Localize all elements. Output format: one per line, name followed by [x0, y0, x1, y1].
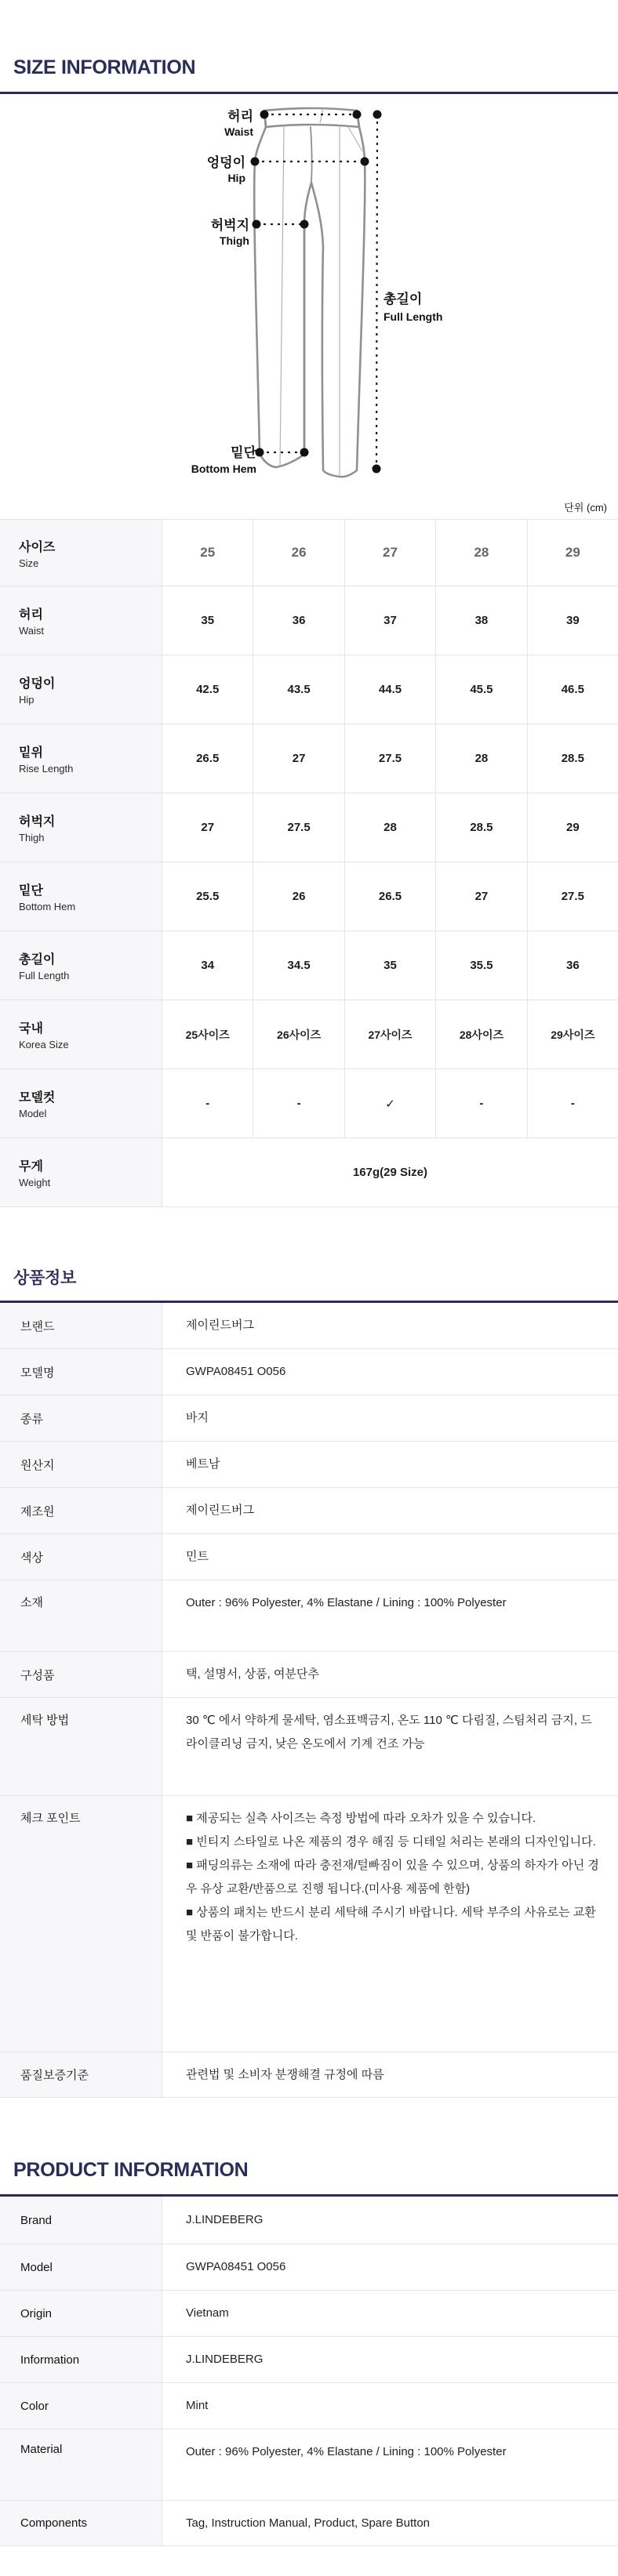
- check-point-item: ■ 빈티지 스타일로 나온 제품의 경우 해짐 등 디테일 처리는 본래의 디자인입니다.: [186, 1835, 596, 1849]
- check-point-item: ■ 제공되는 실측 사이즈는 측정 방법에 따라 오차가 있을 수 있습니다.: [186, 1812, 536, 1825]
- row-label-en: Korea Size: [19, 1039, 69, 1050]
- hip-label-en: Hip: [227, 172, 245, 184]
- row-label: [0, 793, 162, 862]
- row-label: 제조원: [0, 1488, 162, 1533]
- row-label-en: Bottom Hem: [19, 901, 76, 912]
- row-label: [0, 1138, 162, 1206]
- table-row-color: [0, 1534, 618, 1580]
- row-label: Model: [0, 2244, 162, 2290]
- cell-value: 25.5: [162, 862, 253, 931]
- thigh-label-ko: 허벅지: [210, 218, 249, 233]
- row-label-en: Full Length: [19, 970, 70, 981]
- full-length-label-en: Full Length: [384, 310, 443, 323]
- bottom-hem-label-en: Bottom Hem: [191, 463, 256, 475]
- row-label-ko: 밑위: [19, 746, 43, 760]
- cell-value: 35: [162, 586, 253, 655]
- check-points-list: [162, 1796, 618, 2052]
- check-point-item: ■ 상품의 패치는 반드시 분리 세탁해 주시기 바랍니다. 세탁 부주의 사유로는 교환 및 반품이 불가합니다.: [186, 1906, 596, 1943]
- unit-label: 단위 (cm): [564, 502, 607, 513]
- size-table: [0, 519, 618, 1207]
- row-label: [0, 655, 162, 724]
- row-value: Outer : 96% Polyester, 4% Elastane / Lining : 100% Polyester: [186, 1596, 507, 1609]
- row-label: 색상: [0, 1534, 162, 1580]
- row-label-ko: 무게: [19, 1160, 43, 1174]
- table-row-waist: [0, 586, 618, 655]
- row-label: Information: [0, 2337, 162, 2382]
- row-label: Color: [0, 2383, 162, 2429]
- row-label-en: Hip: [19, 694, 35, 706]
- cell-value: 45.5: [436, 655, 527, 724]
- table-row-model: [0, 1349, 618, 1395]
- cell-value: 28.5: [436, 793, 527, 862]
- cell-value: 46.5: [561, 683, 584, 696]
- table-row-weight: [0, 1138, 618, 1207]
- row-value: Outer : 96% Polyester, 4% Elastane / Lining : 100% Polyester: [186, 2445, 507, 2458]
- row-label: 구성품: [0, 1652, 162, 1697]
- table-row-korea-size: [0, 1000, 618, 1069]
- cell-value: 34.5: [253, 931, 344, 1000]
- row-value: GWPA08451 O056: [186, 2260, 286, 2273]
- full-length-label-ko: 총길이: [384, 292, 423, 307]
- table-row-hip: [0, 655, 618, 724]
- table-row-model-cut: [0, 1069, 618, 1138]
- table-row-thigh: [0, 793, 618, 862]
- cell-value: 27.5: [253, 793, 344, 862]
- size-col-header: 25: [162, 520, 253, 586]
- row-label: 종류: [0, 1395, 162, 1441]
- table-row-warranty: [0, 2052, 618, 2098]
- table-row-check-points: [0, 1796, 618, 2052]
- row-value: Mint: [186, 2399, 209, 2412]
- cell-value: 27사이즈: [345, 1000, 436, 1068]
- row-label-en: Weight: [19, 1177, 51, 1188]
- cell-value: 35.5: [436, 931, 527, 1000]
- size-col-header: 29: [565, 545, 580, 560]
- cell-value: 26: [253, 862, 344, 931]
- waist-label-en: Waist: [224, 125, 253, 138]
- cell-value: 27.5: [345, 724, 436, 793]
- row-label: [0, 586, 162, 655]
- table-row-brand: [0, 2197, 618, 2244]
- row-value: Vietnam: [186, 2306, 229, 2320]
- cell-value: 28: [436, 724, 527, 793]
- row-label-ko: 국내: [19, 1022, 43, 1036]
- waist-label-ko: 허리: [227, 109, 253, 124]
- product-info-ko-table: [0, 1303, 618, 2098]
- row-value: 제이린드버그: [186, 1319, 254, 1332]
- product-info-ko-title: 상품정보: [13, 1269, 76, 1287]
- cell-value: 27: [253, 724, 344, 793]
- cell-value: -: [253, 1069, 344, 1137]
- table-row-manufacturer: [0, 1488, 618, 1534]
- row-value: 제이린드버그: [186, 1504, 254, 1517]
- row-label: Material: [0, 2429, 162, 2500]
- cell-value: -: [162, 1069, 253, 1137]
- cell-value: 28사이즈: [436, 1000, 527, 1068]
- row-value: GWPA08451 O056: [186, 1365, 286, 1378]
- table-row-information: [0, 2337, 618, 2383]
- pants-creases: [280, 108, 362, 475]
- row-label: [0, 724, 162, 793]
- cell-value: 28: [345, 793, 436, 862]
- row-label: Brand: [0, 2197, 162, 2244]
- table-row-full-length: [0, 931, 618, 1000]
- cell-value: 35: [345, 931, 436, 1000]
- row-value: 30 ℃ 에서 약하게 물세탁, 염소표백금지, 온도 110 ℃ 다림질, 스팀처리 금지, 드라이클리닝 금지, 낮은 온도에서 기계 건조 가능: [186, 1714, 592, 1751]
- cell-value: 26사이즈: [253, 1000, 344, 1068]
- hip-label-ko: 엉덩이: [206, 155, 245, 170]
- thigh-label-en: Thigh: [219, 234, 249, 247]
- row-value: 민트: [186, 1550, 209, 1563]
- row-label: Origin: [0, 2291, 162, 2336]
- check-point-item: ■ 패딩의류는 소재에 따라 충전재/털빠짐이 있을 수 있으며, 상품의 하자가 아닌 경우 유상 교환/반품으로 진행 됩니다.(미사용 제품에 한함): [186, 1859, 599, 1896]
- table-row-material: [0, 1580, 618, 1652]
- row-value: J.LINDEBERG: [186, 2353, 264, 2366]
- row-label-ko: 밑단: [19, 884, 43, 898]
- row-label: [0, 862, 162, 931]
- table-row-components: [0, 1652, 618, 1698]
- cell-value: -: [570, 1097, 575, 1110]
- table-row-brand: [0, 1303, 618, 1349]
- cell-value: 27: [436, 862, 527, 931]
- row-label-ko: 허벅지: [19, 815, 56, 829]
- cell-value: 28.5: [561, 752, 584, 765]
- row-label-en: Size: [19, 557, 39, 569]
- model-checkmark: ✓: [345, 1069, 436, 1137]
- table-row-color: [0, 2383, 618, 2429]
- row-value: 베트남: [186, 1457, 220, 1471]
- cell-value: -: [436, 1069, 527, 1137]
- row-label-en: Rise Length: [19, 763, 74, 775]
- table-row-wash-method: [0, 1698, 618, 1796]
- row-label: 세탁 방법: [0, 1698, 162, 1795]
- row-label-ko: 허리: [19, 608, 43, 622]
- cell-value: 25사이즈: [162, 1000, 253, 1068]
- table-row-type: [0, 1395, 618, 1442]
- row-label: 소재: [0, 1580, 162, 1651]
- row-label-ko: 엉덩이: [19, 677, 56, 691]
- row-label: 모델명: [0, 1349, 162, 1395]
- cell-value: 43.5: [253, 655, 344, 724]
- cell-value: 29: [565, 821, 580, 834]
- cell-value: 44.5: [345, 655, 436, 724]
- cell-value: 37: [345, 586, 436, 655]
- row-value: J.LINDEBERG: [186, 2213, 264, 2226]
- size-col-header: 27: [345, 520, 436, 586]
- pants-diagram-svg: [0, 106, 618, 498]
- table-row-components: [0, 2501, 618, 2546]
- row-label-en: Model: [19, 1108, 47, 1119]
- section-divider: [0, 92, 618, 94]
- row-label: 브랜드: [0, 1303, 162, 1348]
- size-col-header: 26: [253, 520, 344, 586]
- table-row-origin: [0, 2291, 618, 2337]
- cell-value: 26.5: [345, 862, 436, 931]
- size-table-header-row: [0, 520, 618, 586]
- cell-value: 34: [162, 931, 253, 1000]
- cell-value: 36: [253, 586, 344, 655]
- product-info-en-title: PRODUCT INFORMATION: [13, 2159, 249, 2181]
- row-value: Tag, Instruction Manual, Product, Spare Button: [186, 2516, 431, 2530]
- row-label: Components: [0, 2501, 162, 2545]
- row-value: 관련법 및 소비자 분쟁해결 규정에 따름: [186, 2067, 384, 2081]
- row-label: [0, 1069, 162, 1137]
- cell-value: 38: [436, 586, 527, 655]
- row-label-ko: 사이즈: [19, 540, 56, 554]
- size-col-header: 28: [436, 520, 527, 586]
- cell-value: 36: [565, 959, 580, 972]
- cell-value: 26.5: [162, 724, 253, 793]
- cell-value: 27: [162, 793, 253, 862]
- row-label-ko: 모델컷: [19, 1091, 56, 1105]
- cell-value: 39: [565, 614, 580, 627]
- pants-measurement-diagram: [0, 106, 618, 498]
- cell-value: 27.5: [561, 890, 584, 903]
- table-row-rise: [0, 724, 618, 793]
- row-label: 품질보증기준: [0, 2052, 162, 2097]
- table-row-origin: [0, 1442, 618, 1488]
- row-label: 체크 포인트: [0, 1796, 162, 2052]
- row-value: 바지: [186, 1411, 209, 1424]
- row-label-en: Thigh: [19, 832, 45, 844]
- weight-value: 167g(29 Size): [352, 1166, 428, 1179]
- table-row-model: [0, 2244, 618, 2291]
- cell-value: 29사이즈: [551, 1028, 595, 1041]
- row-label: [0, 1000, 162, 1068]
- row-label: [0, 931, 162, 1000]
- table-row-bottom-hem: [0, 862, 618, 931]
- product-info-en-table: [0, 2197, 618, 2546]
- row-label: [0, 520, 162, 586]
- cell-value: 42.5: [162, 655, 253, 724]
- row-label-ko: 총길이: [19, 953, 56, 967]
- row-label-en: Waist: [19, 625, 45, 637]
- size-information-title: SIZE INFORMATION: [13, 56, 196, 78]
- pants-outline: [254, 108, 365, 477]
- table-row-material: [0, 2429, 618, 2501]
- row-label: 원산지: [0, 1442, 162, 1487]
- row-value: 택, 설명서, 상품, 여분단추: [186, 1667, 319, 1681]
- bottom-hem-label-ko: 밑단: [231, 445, 256, 460]
